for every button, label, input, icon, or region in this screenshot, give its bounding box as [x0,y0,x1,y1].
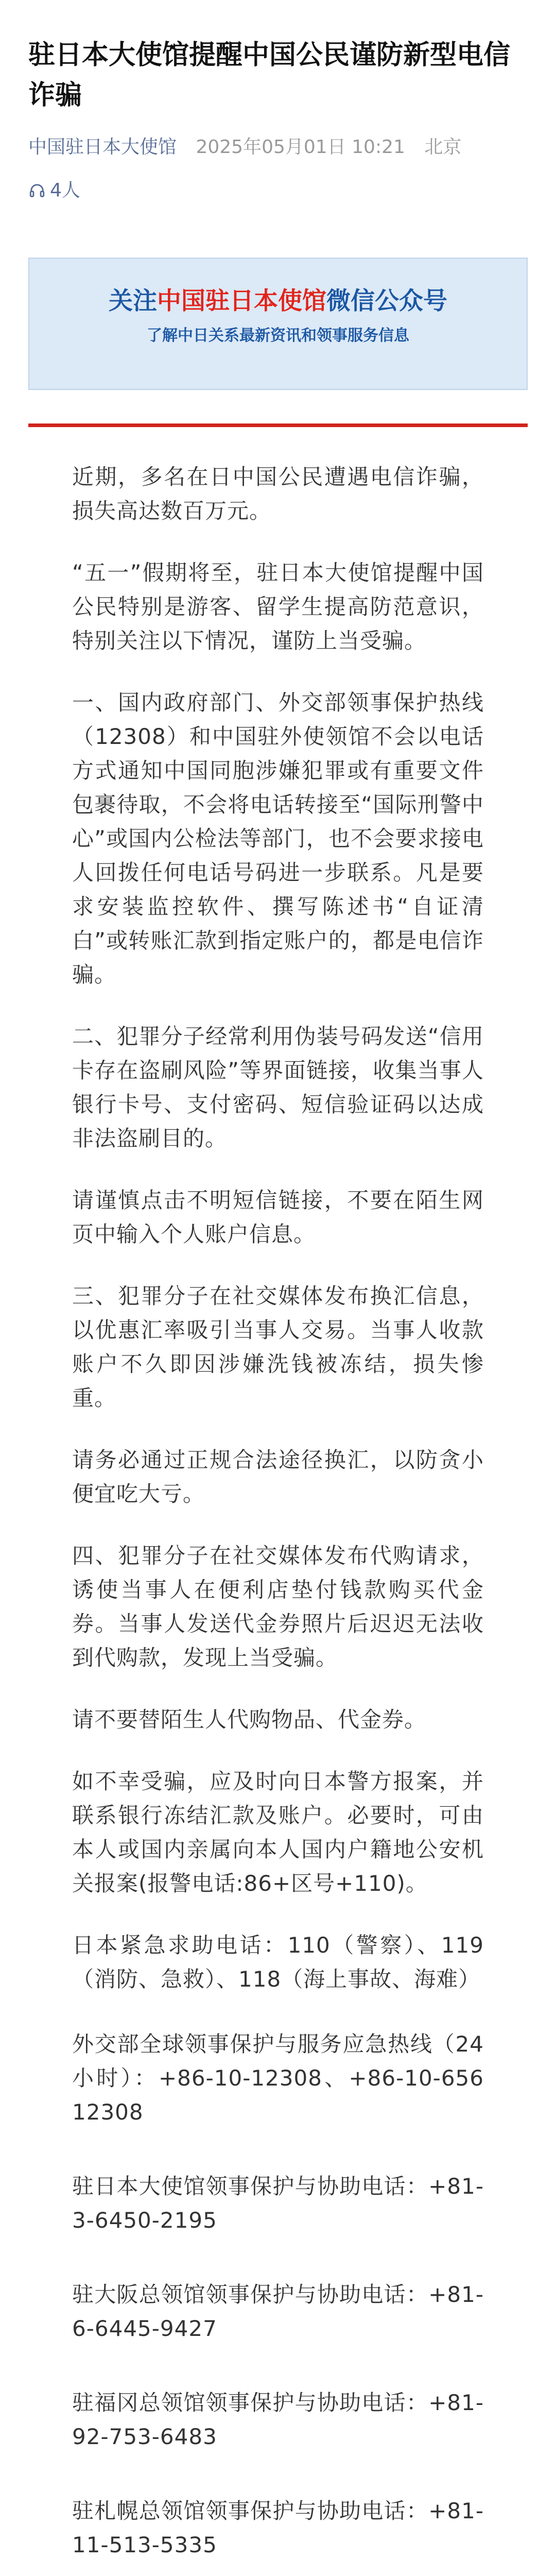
paragraph: 二、犯罪分子经常利用伪装号码发送“信用卡存在盗刷风险”等界面链接，收集当事人银行卡号、支付密码、短信验证码以达成非法盗刷目的。 [72,1024,484,1151]
article-body [72,460,484,2576]
paragraph: 如不幸受骗，应及时向日本警方报案，并联系银行冻结汇款及账户。必要时，可由本人或国内亲属向本人国内户籍地公安机关报案(报警电话:86+区号+110)。 [72,1769,484,1896]
banner-subtitle: 了解中日关系最新资讯和领事服务信息 [147,327,409,345]
hotline-fukuoka: 驻福冈总领馆领事保护与协助电话：+81-92-753-6483 [72,2390,484,2449]
hotline-mfa: 外交部全球领事保护与服务应急热线（24小时）：+86-10-12308、+86-10-65612308 [72,2031,484,2125]
publish-date: 2025年05月01日 10:21 [196,137,405,158]
publish-location: 北京 [424,137,462,158]
article-title: 驻日本大使馆提醒中国公民谨防新型电信诈骗 [28,40,511,111]
paragraph: 请不要替陌生人代购物品、代金券。 [72,1707,427,1732]
listener-count: 4人 [50,180,80,201]
paragraph: 请谨慎点击不明短信链接，不要在陌生网页中输入个人账户信息。 [72,1188,484,1247]
hotline-sapporo: 驻札幌总领馆领事保护与协助电话：+81-11-513-5335 [72,2498,484,2557]
paragraph: “五一”假期将至，驻日本大使馆提醒中国公民特别是游客、留学生提高防范意识，特别关注以下情况，谨防上当受骗。 [72,560,484,653]
paragraph: 近期，多名在日中国公民遭遇电信诈骗，损失高达数百万元。 [72,464,484,523]
hotline-embassy: 驻日本大使馆领事保护与协助电话：+81-3-6450-2195 [72,2174,484,2233]
banner-title: 关注中国驻日本使馆微信公众号 [109,287,447,315]
paragraph: 请务必通过正规合法途径换汇，以防贪小便宜吃大亏。 [72,1447,484,1506]
emergency-numbers: 日本紧急求助电话：110（警察）、119（消防、急救）、118（海上事故、海难） [72,1933,484,1992]
account-name-link[interactable]: 中国驻日本大使馆 [28,137,177,158]
hotline-osaka: 驻大阪总领馆领事保护与协助电话：+81-6-6445-9427 [72,2282,484,2341]
listen-button[interactable] [28,179,80,202]
headphones-icon [28,182,46,199]
paragraph: 四、犯罪分子在社交媒体发布代购请求，诱使当事人在便利店垫付钱款购买代金券。当事人发送代金券照片后迟迟无法收到代购款，发现上当受骗。 [72,1543,484,1670]
divider [28,423,528,427]
follow-banner[interactable] [28,258,528,390]
paragraph: 三、犯罪分子在社交媒体发布换汇信息，以优惠汇率吸引当事人交易。当事人收款账户不久即因涉嫌洗钱被冻结，损失惨重。 [72,1283,484,1411]
paragraph: 一、国内政府部门、外交部领事保护热线（12308）和中国驻外使领馆不会以电话方式通知中国同胞涉嫌犯罪或有重要文件包裹待取，不会将电话转接至“国际刑警中心”或国内公检法等部门，也不会要求接电人回拨任何电话号码进一步联系。凡是要求安装监控软件、撰写陈述书“自证清白”或转账汇款到指定账户的，都是电信诈骗。 [72,690,484,987]
article-meta [28,136,461,159]
